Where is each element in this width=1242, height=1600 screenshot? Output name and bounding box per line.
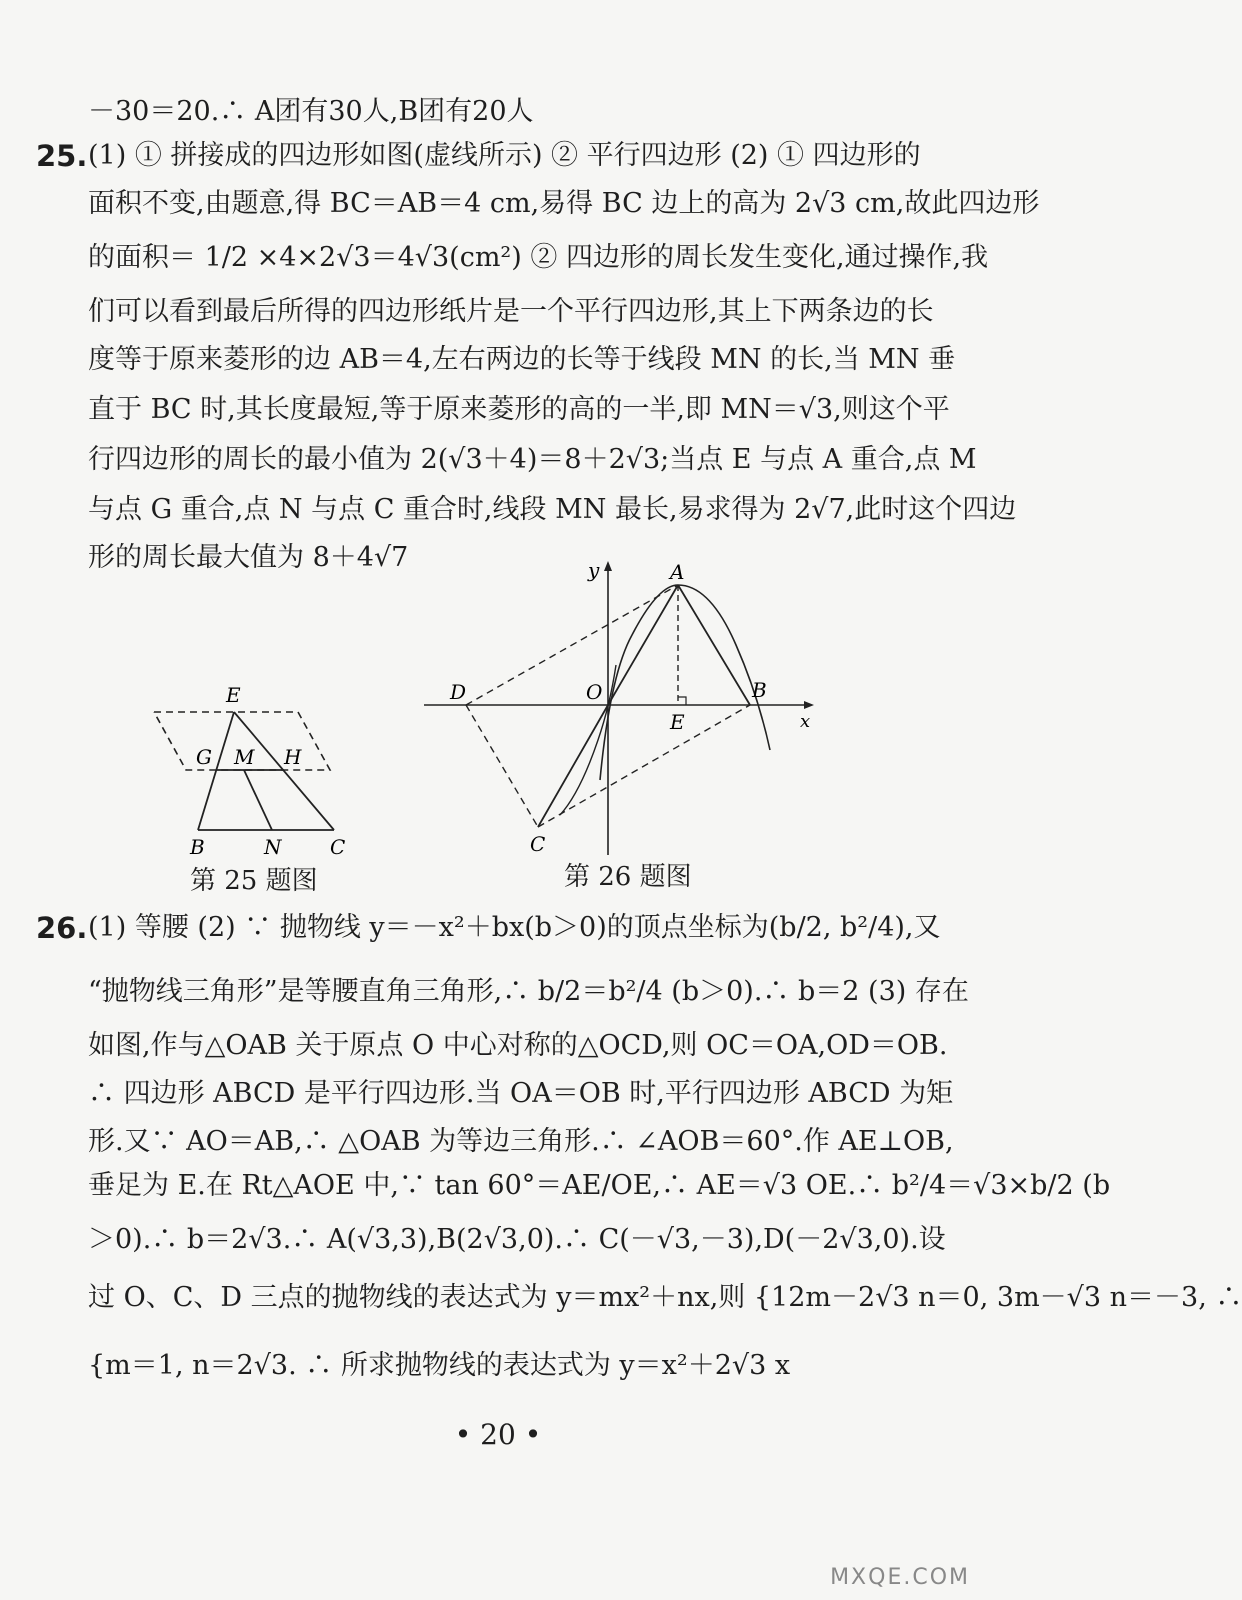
fig26-line-OA [608, 585, 678, 705]
q26-line-8: 过 O、C、D 三点的抛物线的表达式为 y＝mx²＋nx,则 {12m－2√3 n＝0, 3m－√3 n＝－3, ∴ [88, 1282, 1242, 1313]
q26-line-5: 形.又∵ AO＝AB,∴ △OAB 为等边三角形.∴ ∠AOB＝60°.作 AE⊥OB, [88, 1126, 954, 1157]
figure-25-caption: 第 25 题图 [190, 866, 318, 896]
q26-line-7: ＞0).∴ b＝2√3.∴ A(√3,3),B(2√3,0).∴ C(－√3,－3),D(－2√3,0).设 [88, 1224, 946, 1255]
fig26-label-O: O [586, 680, 603, 704]
question-25-number: 25. [36, 139, 88, 173]
fig25-line-MN [244, 770, 272, 830]
fig26-label-D: D [450, 680, 467, 704]
q26-line-3: 如图,作与△OAB 关于原点 O 中心对称的△OCD,则 OC＝OA,OD＝OB. [88, 1030, 948, 1061]
q25-line-9: 形的周长最大值为 8＋4√7 [88, 542, 409, 573]
fig26-label-A: A [670, 560, 685, 584]
fig26-line-DC [466, 705, 538, 827]
q25-line-4: 们可以看到最后所得的四边形纸片是一个平行四边形,其上下两条边的长 [88, 296, 934, 327]
q25-line-7: 行四边形的周长的最小值为 2(√3＋4)＝8＋2√3;当点 E 与点 A 重合,点 M [88, 444, 977, 475]
q26-line-1: (1) 等腰 (2) ∵ 抛物线 y＝－x²＋bx(b＞0)的顶点坐标为(b/2, b²/4),又 [88, 912, 941, 943]
q25-line-1: (1) ① 拼接成的四边形如图(虚线所示) ② 平行四边形 (2) ① 四边形的 [88, 140, 921, 171]
fig26-label-C: C [530, 832, 546, 856]
figure-26 [420, 555, 830, 865]
fig25-line-EC [234, 712, 334, 830]
fig25-label-M: M [234, 745, 255, 769]
q25-line-2: 面积不变,由题意,得 BC＝AB＝4 cm,易得 BC 边上的高为 2√3 cm,故此四边形 [88, 188, 1040, 219]
fig26-line-AB [678, 585, 750, 705]
q26-line-9: {m＝1, n＝2√3. ∴ 所求抛物线的表达式为 y＝x²＋2√3 x [88, 1350, 791, 1381]
fig25-label-H: H [284, 745, 302, 769]
q25-line-6: 直于 BC 时,其长度最短,等于原来菱形的高的一半,即 MN＝√3,则这个平 [88, 394, 950, 425]
fig26-y-arrow [604, 561, 612, 571]
fig25-line-EB [198, 712, 234, 830]
fig26-line-CB [538, 705, 750, 827]
fig26-label-B: B [752, 678, 767, 702]
fig26-line-DA [466, 585, 678, 705]
fig26-line-OC [538, 705, 608, 827]
fig25-label-G: G [196, 745, 212, 769]
fig25-label-E: E [226, 683, 241, 707]
q25-line-3: 的面积＝ 1/2 ×4×2√3＝4√3(cm²) ② 四边形的周长发生变化,通过操作,我 [88, 242, 989, 273]
fig25-label-C: C [330, 835, 346, 859]
fig26-label-y: y [588, 558, 600, 582]
q26-line-2: “抛物线三角形”是等腰直角三角形,∴ b/2＝b²/4 (b＞0).∴ b＝2 (3) 存在 [88, 976, 969, 1007]
text-line-top: －30＝20.∴ A团有30人,B团有20人 [88, 96, 534, 127]
q26-line-4: ∴ 四边形 ABCD 是平行四边形.当 OA＝OB 时,平行四边形 ABCD 为矩 [88, 1078, 954, 1109]
fig25-label-B: B [190, 835, 205, 859]
q25-line-8: 与点 G 重合,点 N 与点 C 重合时,线段 MN 最长,易求得为 2√7,此时这个四边 [88, 494, 1017, 525]
fig26-x-arrow [804, 701, 814, 709]
q25-line-5: 度等于原来菱形的边 AB＝4,左右两边的长等于线段 MN 的长,当 MN 垂 [88, 344, 956, 375]
watermark-logo: MXQE.COM [830, 1565, 970, 1590]
fig25-label-N: N [264, 835, 282, 859]
question-26-number: 26. [36, 911, 88, 945]
figure-25 [140, 680, 370, 880]
page-number: • 20 • [454, 1418, 542, 1451]
figure-26-caption: 第 26 题图 [564, 862, 692, 892]
fig26-label-x: x [800, 711, 811, 732]
fig26-right-angle [678, 697, 686, 705]
fig26-label-E: E [670, 710, 685, 734]
q26-line-6: 垂足为 E.在 Rt△AOE 中,∵ tan 60°＝AE/OE,∴ AE＝√3 OE.∴ b²/4＝√3×b/2 (b [88, 1170, 1111, 1201]
